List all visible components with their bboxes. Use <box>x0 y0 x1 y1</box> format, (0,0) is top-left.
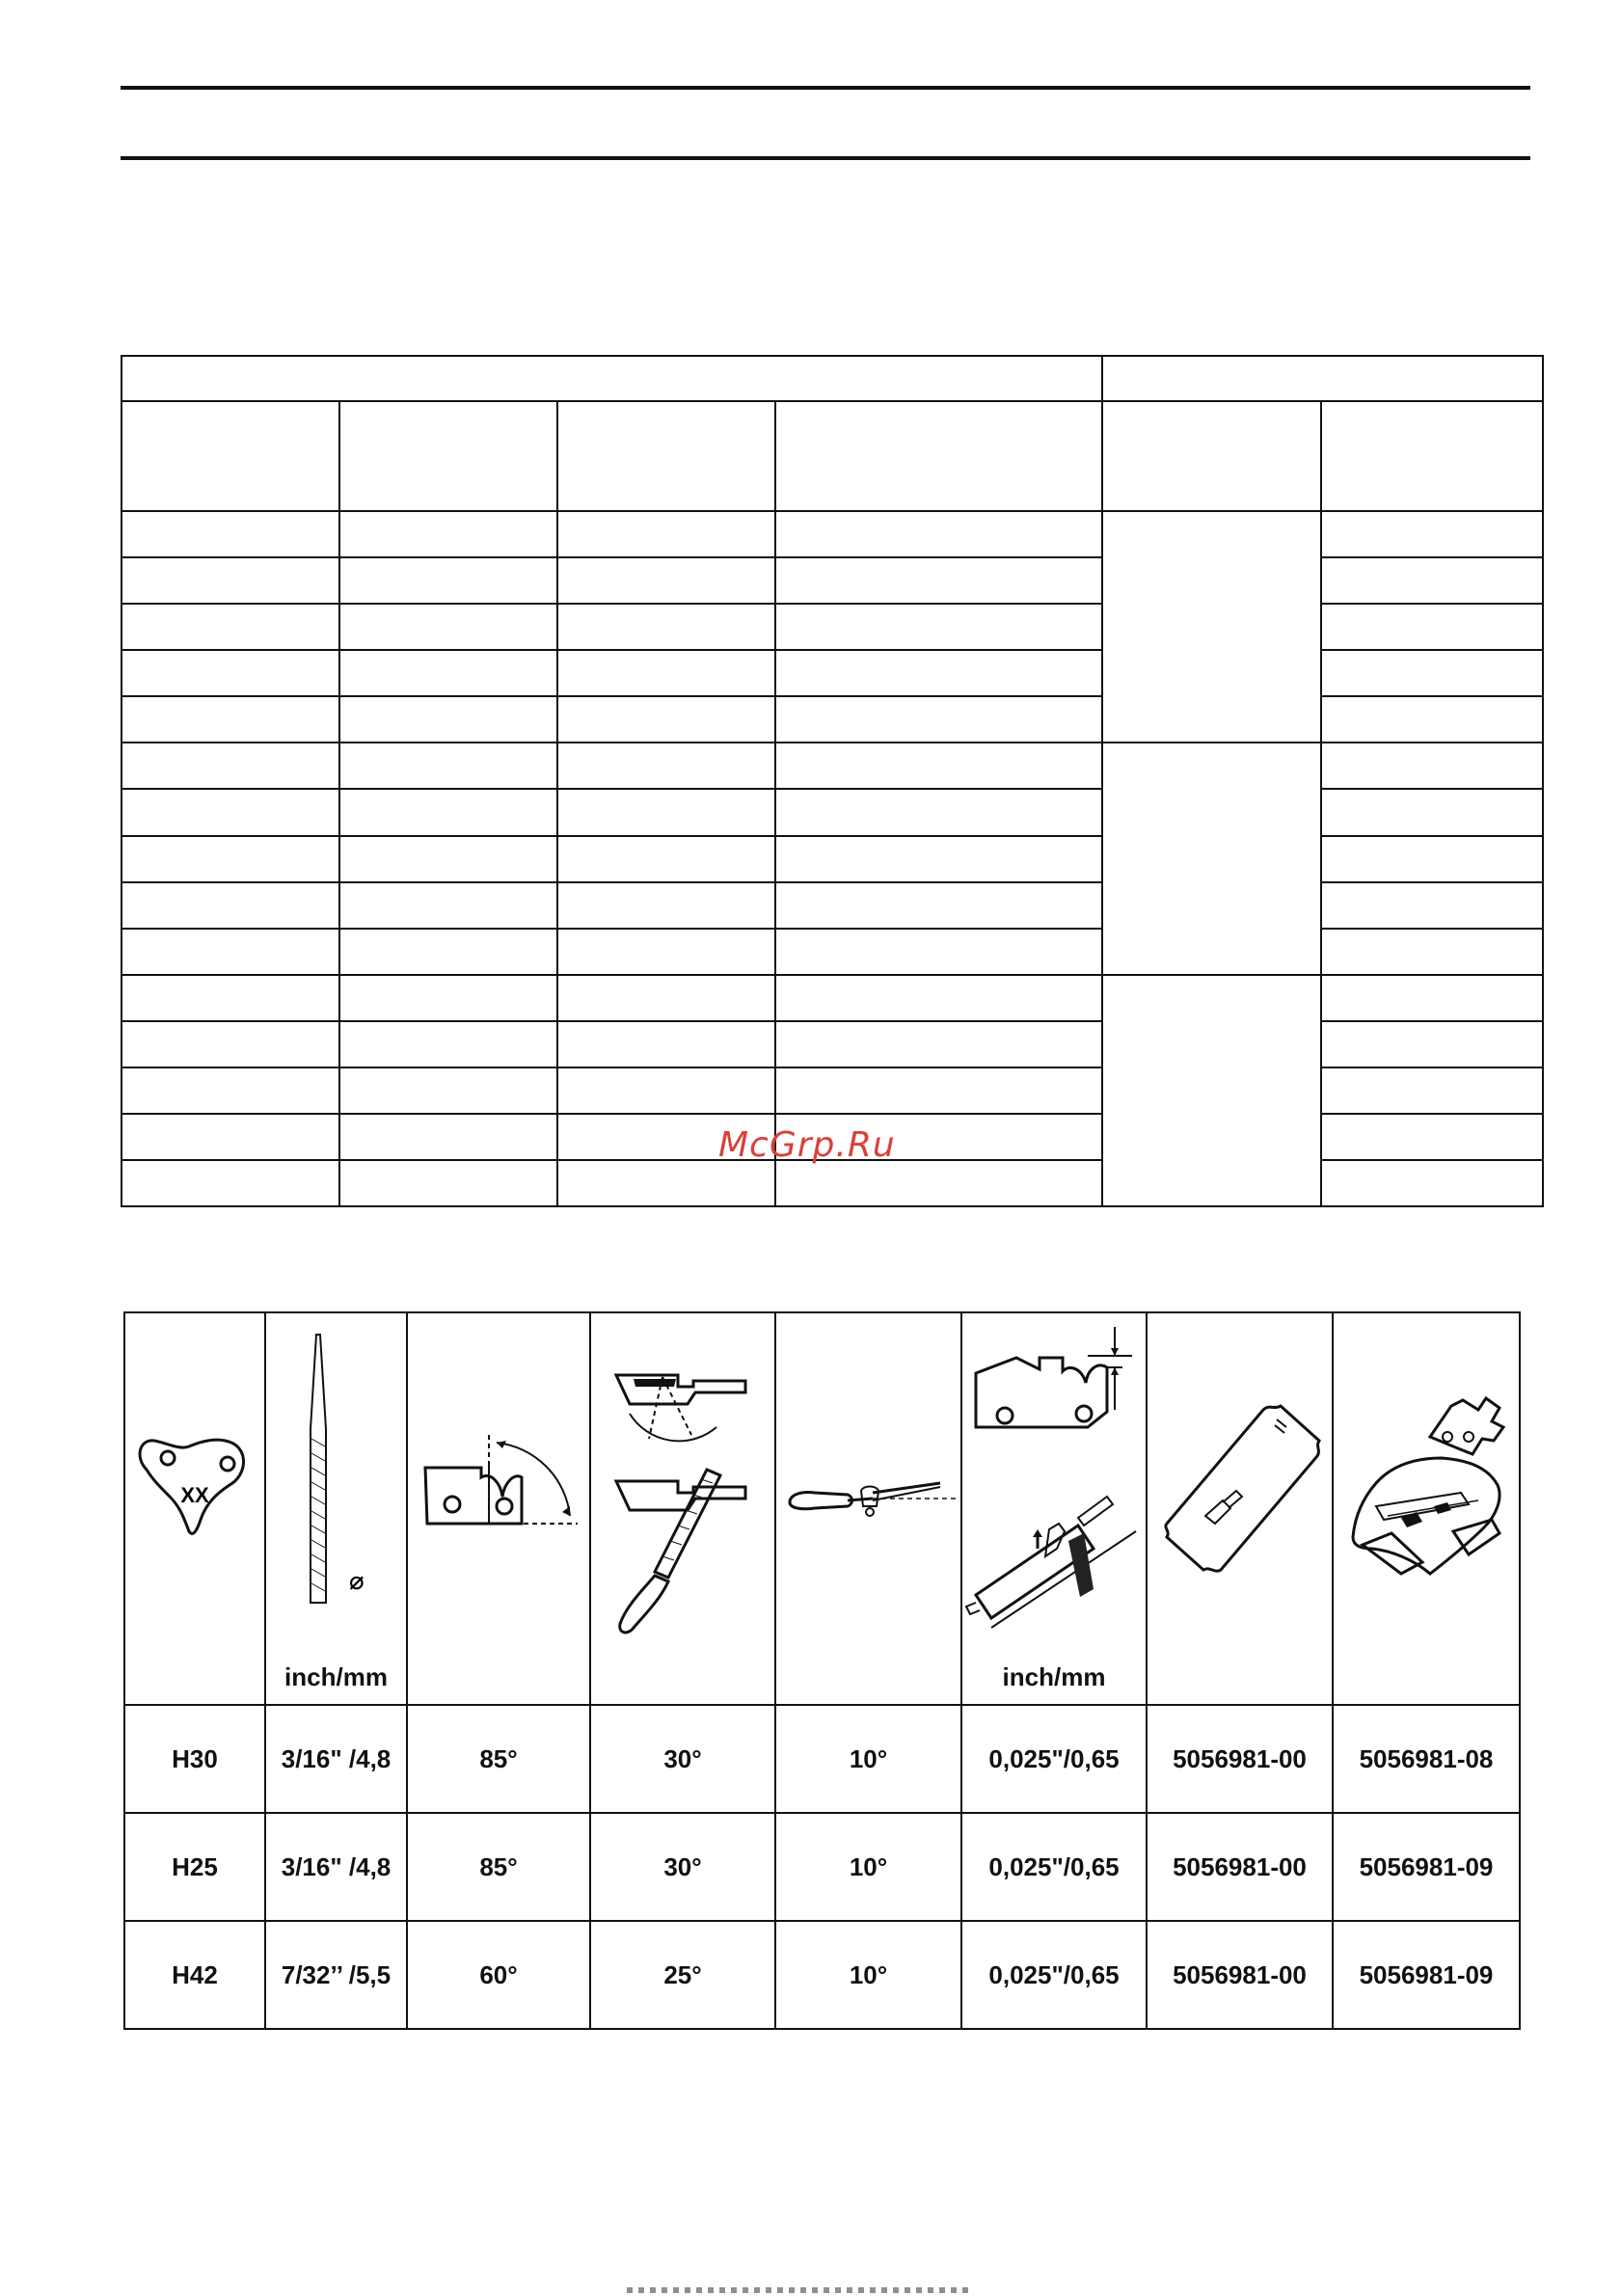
icon-cell-depth-gauge <box>961 1312 1147 1705</box>
table-subheader-row <box>122 401 1543 511</box>
filing-angle-cell: 30° <box>590 1813 775 1921</box>
icon-cell-marking <box>124 1312 265 1705</box>
gauge-tool-cell: 5056981-00 <box>1147 1705 1333 1813</box>
sharpening-spec-table <box>123 1311 1521 2030</box>
header-cell <box>557 401 775 511</box>
icon-cell-tilt <box>775 1312 961 1705</box>
table-row <box>122 743 1543 789</box>
table-row <box>122 650 1543 696</box>
file-guide-icon <box>1334 1313 1521 1704</box>
table-row <box>122 1067 1543 1114</box>
chain-cell: H42 <box>124 1921 265 2029</box>
table-row <box>122 511 1543 557</box>
file-holder-tilt-icon <box>776 1313 962 1704</box>
file-cell: 3/16" /4,8 <box>265 1813 407 1921</box>
gauge-tool-cell: 5056981-00 <box>1147 1921 1333 2029</box>
file-cell: 7/32’’ /5,5 <box>265 1921 407 2029</box>
depth-gauge-tool-icon <box>1148 1313 1334 1704</box>
table-row <box>122 975 1543 1021</box>
table-header-row <box>122 356 1543 401</box>
table-row <box>122 604 1543 650</box>
icon-header-row <box>124 1312 1520 1705</box>
table-row <box>122 789 1543 835</box>
table-row <box>122 1160 1543 1206</box>
depth-unit-label: inch/mm <box>1002 1662 1106 1691</box>
file-cell: 3/16" /4,8 <box>265 1705 407 1813</box>
header-rule-top <box>121 86 1530 90</box>
header-cell <box>1102 401 1321 511</box>
chain-cutter-marking-icon <box>125 1313 266 1704</box>
group-cell <box>1102 975 1321 1206</box>
filing-angle-cell: 25° <box>590 1921 775 2029</box>
tilt-cell: 10° <box>775 1705 961 1813</box>
top-plate-angle-icon <box>408 1313 591 1704</box>
gauge-tool-cell: 5056981-00 <box>1147 1813 1333 1921</box>
tilt-cell: 10° <box>775 1813 961 1921</box>
icon-cell-top-angle <box>407 1312 590 1705</box>
table-row <box>122 557 1543 604</box>
file-guide-cell: 5056981-09 <box>1333 1813 1520 1921</box>
icon-cell-gauge-tool <box>1147 1312 1333 1705</box>
file-guide-cell: 5056981-08 <box>1333 1705 1520 1813</box>
header-cell-group-left <box>122 356 1102 401</box>
depth-cell: 0,025"/0,65 <box>961 1813 1147 1921</box>
icon-cell-file <box>265 1312 407 1705</box>
watermark: McGrp.Ru <box>718 1125 896 1165</box>
marking-text: XX <box>180 1483 209 1507</box>
top-angle-cell: 85° <box>407 1813 590 1921</box>
tilt-cell: 10° <box>775 1921 961 2029</box>
depth-cell: 0,025"/0,65 <box>961 1921 1147 2029</box>
group-cell <box>1102 743 1321 974</box>
top-angle-cell: 60° <box>407 1921 590 2029</box>
table-row <box>124 1921 1520 2029</box>
filing-angle-icon <box>591 1313 776 1704</box>
header-cell <box>122 401 339 511</box>
group-cell <box>1102 511 1321 743</box>
combination-table <box>121 355 1544 1207</box>
header-cell-group-right <box>1102 356 1543 401</box>
icon-cell-file-guide <box>1333 1312 1520 1705</box>
header-rule-bottom <box>121 156 1530 160</box>
table-row <box>122 696 1543 743</box>
table-row <box>122 1021 1543 1067</box>
round-file-icon <box>266 1313 408 1704</box>
header-cell <box>339 401 557 511</box>
file-unit-label: inch/mm <box>284 1662 388 1691</box>
icon-cell-filing-angle <box>590 1312 775 1705</box>
header-cell <box>1321 401 1543 511</box>
depth-cell: 0,025"/0,65 <box>961 1705 1147 1813</box>
table-row <box>122 836 1543 882</box>
file-guide-cell: 5056981-09 <box>1333 1921 1520 2029</box>
table-row <box>122 882 1543 929</box>
diameter-symbol: ⌀ <box>349 1567 365 1596</box>
header-cell <box>775 401 1102 511</box>
depth-gauge-setting-icon <box>962 1313 1148 1704</box>
chain-cell: H25 <box>124 1813 265 1921</box>
table-row <box>124 1813 1520 1921</box>
filing-angle-cell: 30° <box>590 1705 775 1813</box>
top-angle-cell: 85° <box>407 1705 590 1813</box>
footer-artifact <box>627 2287 974 2293</box>
table-row <box>124 1705 1520 1813</box>
chain-cell: H30 <box>124 1705 265 1813</box>
table-row <box>122 929 1543 975</box>
